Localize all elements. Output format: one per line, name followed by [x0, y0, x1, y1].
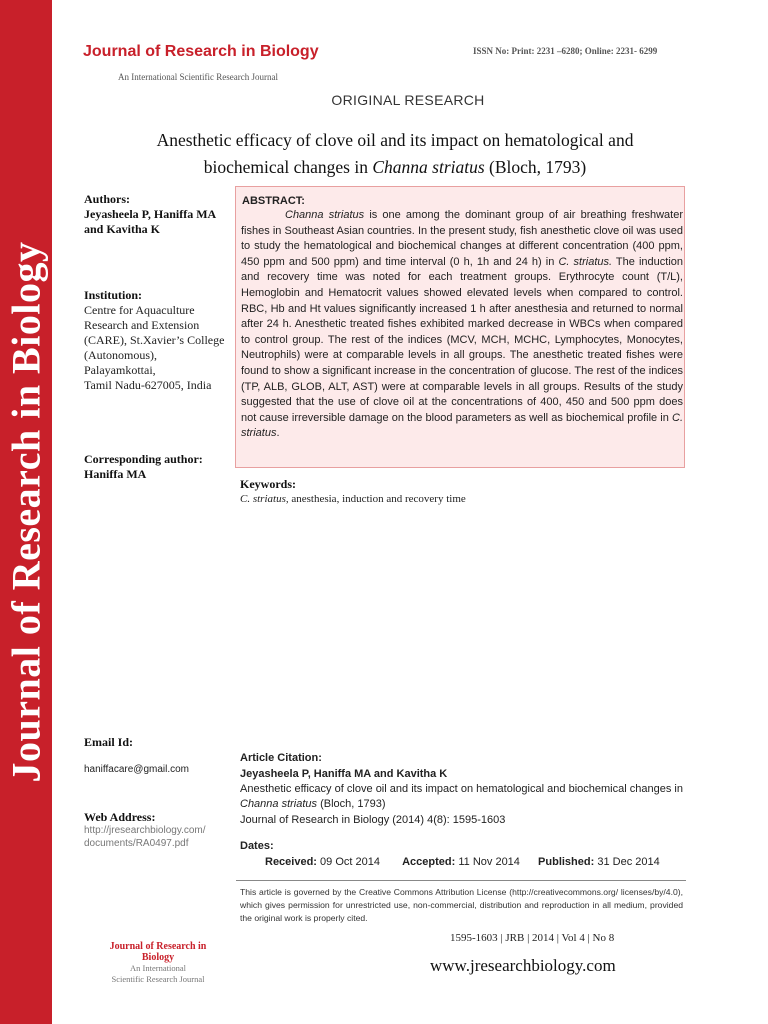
citation-label: Article Citation:: [240, 752, 322, 764]
keywords-label: Keywords:: [240, 477, 296, 491]
authors-line1: Jeyasheela P, Haniffa MA: [84, 207, 217, 221]
institution-address: Centre for Aquaculture Research and Extension (CARE), St.Xavier’s College (Autonomous), Palayamkottai, Tamil Nadu-627005, India: [84, 303, 225, 392]
article-title: Anesthetic efficacy of clove oil and its impact on hematological and biochemical changes in Channa striatus (Bloch, 1793): [156, 130, 634, 177]
footer-journal-logo: Journal of Research in Biology An International Scientific Research Journal: [109, 941, 207, 984]
abstract-text: Channa striatus is one among the dominant group of air breathing freshwater fishes in Southeast Asian countries. In the present study, fish anesthetic clove oil was used to study the hematological and biochemical changes at different concentration (400 ppm, 450 ppm and 500 ppm) and time interval (0 h, 1h and 24 h) in C. striatus. The induction and recovery time was noted for each treatment groups. Erythrocyte count (T/L), Hemoglobin and Hematocrit values showed elevated levels when compared to control. RBC, Hb and Ht values significantly increased 1 h after anesthesia and returned to normal after 24 h. Anesthetic treated fishes exhibited marked decrease in WBCs when compared to control group. The rest of the indices (MCV, MCH, MCHC, Lymphocytes, Monocytes, Neutrophils) were at comparable levels in all groups. The anesthetic treated fishes were found to show a significant increase in the concentration of glucose. The rest of the indices (TP, ALB, GLOB, ALT, AST) were at comparable levels in all groups. Results of the study suggested that the use of clove oil at the concentrations of 400, 450 and 500 ppm does not cause irreversible damage on the blood parameters as well as biochemical profile in C. striatus.: [241, 209, 683, 440]
website-link[interactable]: www.jresearchbiology.com: [430, 956, 616, 975]
dates-row: [265, 855, 660, 870]
accepted-label: Accepted:: [402, 856, 456, 868]
journal-title: Journal of Research in Biology: [83, 43, 319, 60]
sidebar-journal-title: Journal of Research in Biology: [3, 241, 49, 783]
authors-line2: and Kavitha K: [84, 222, 161, 236]
institution-label: Institution:: [84, 288, 143, 302]
section-label: ORIGINAL RESEARCH: [331, 92, 485, 108]
citation-authors: Jeyasheela P, Haniffa MA and Kavitha K: [240, 768, 448, 780]
received-label: Received:: [265, 856, 317, 868]
email-label: Email Id:: [84, 735, 134, 749]
citation-journal: Journal of Research in Biology (2014) 4(8): 1595-1603: [240, 814, 506, 826]
published-date: 31 Dec 2014: [594, 856, 660, 868]
corresponding-label: Corresponding author:: [84, 452, 203, 466]
authors-label: Authors:: [84, 192, 131, 206]
journal-subtitle: An International Scientific Research Journal: [118, 72, 278, 82]
license-divider: [236, 880, 686, 881]
dates-label: Dates:: [240, 840, 274, 852]
corresponding-name: Haniffa MA: [84, 467, 147, 481]
citation-title: Anesthetic efficacy of clove oil and its impact on hematological and biochemical changes in Channa striatus (Bloch, 1793): [240, 783, 683, 811]
journal-sidebar: [0, 0, 52, 1024]
keywords-text: C. striatus, anesthesia, induction and recovery time: [240, 493, 466, 505]
received-date: 09 Oct 2014: [316, 856, 380, 868]
license-text: This article is governed by the Creative Commons Attribution License (http://creativecommons.org/ licenses/by/4.0), which gives permission for unrestricted use, non-commercial, distribution and reproduction in all medium, provided the original work is properly cited.: [240, 887, 683, 923]
published-label: Published:: [538, 856, 595, 868]
web-label: Web Address:: [84, 810, 156, 824]
abstract-label: ABSTRACT:: [242, 195, 305, 207]
volume-info: 1595-1603 | JRB | 2014 | Vol 4 | No 8: [450, 932, 615, 944]
accepted-date: 11 Nov 2014: [455, 856, 520, 868]
web-address-link[interactable]: http://jresearchbiology.com/ documents/RA0497.pdf: [84, 825, 206, 849]
email-value[interactable]: haniffacare@gmail.com: [84, 764, 190, 775]
issn-number: ISSN No: Print: 2231 –6280; Online: 2231- 6299: [473, 46, 658, 56]
